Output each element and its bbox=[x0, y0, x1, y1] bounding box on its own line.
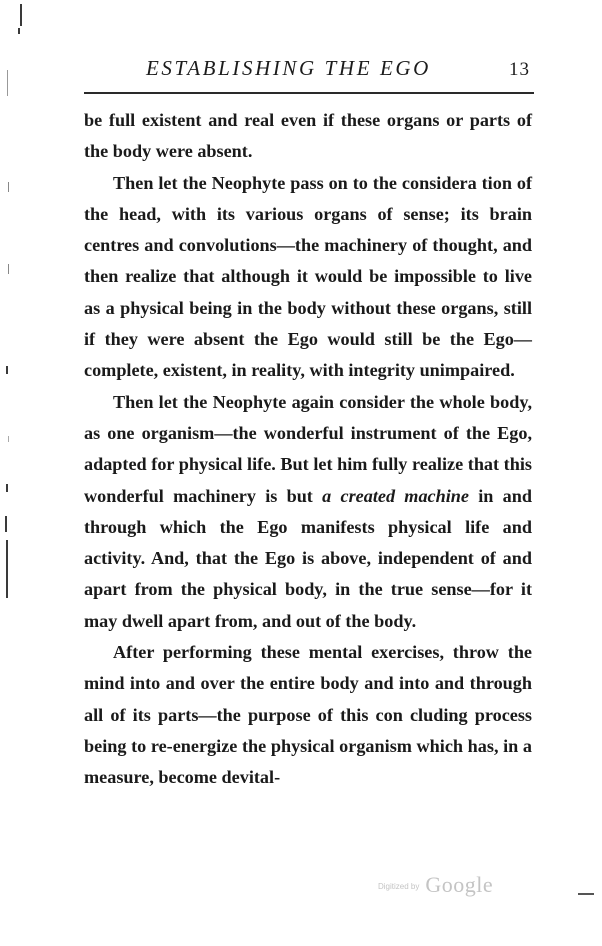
text-line-italic: a bbox=[322, 485, 332, 506]
page-number: 13 bbox=[509, 59, 530, 80]
text-line: cluding process being to re-energize the physical bbox=[84, 704, 533, 756]
body-text bbox=[84, 105, 532, 794]
gutter-mark bbox=[8, 264, 9, 274]
text-line: body, as one organism—the wonderful instrument of bbox=[84, 391, 533, 443]
text-line: of thought, and then realize that although it would bbox=[84, 235, 533, 287]
text-line: without these organs, still if they were absent the bbox=[84, 297, 532, 350]
text-line: in and through which the Ego bbox=[84, 485, 532, 537]
google-watermark bbox=[378, 872, 493, 898]
watermark-brand: Google bbox=[425, 872, 494, 897]
text-line-italic: created machine bbox=[340, 485, 469, 506]
gutter-mark bbox=[18, 28, 20, 34]
gutter-mark bbox=[7, 70, 8, 96]
text-line: be full existent and real even if these organs or bbox=[84, 110, 463, 130]
text-line: After performing these mental exercises, throw bbox=[113, 642, 499, 663]
text-line: parts of the body were absent. bbox=[84, 110, 532, 162]
gutter-mark bbox=[6, 366, 8, 374]
text-line: Ego would still be the Ego—complete, existent, in bbox=[84, 329, 532, 381]
gutter-mark bbox=[20, 4, 22, 26]
text-line: tion of the head, with its various organs of sense; bbox=[84, 172, 532, 224]
gutter-mark bbox=[8, 182, 9, 192]
text-line: be impossible to live as a physical being in the body bbox=[84, 266, 532, 318]
gutter-mark bbox=[6, 540, 8, 598]
text-line: fully realize that this wonderful machinery is but bbox=[84, 454, 532, 506]
text-line: reality, with integrity unimpaired. bbox=[251, 360, 515, 381]
paragraph bbox=[84, 168, 532, 387]
text-line: organism which has, in a measure, become devital- bbox=[84, 735, 533, 788]
running-head bbox=[84, 56, 534, 86]
header-rule bbox=[84, 92, 534, 94]
text-line: the Ego, adapted for physical life. But let him bbox=[84, 422, 533, 475]
text-line: its brain centres and convolutions—the machinery bbox=[84, 203, 532, 256]
gutter-mark bbox=[6, 484, 8, 492]
paragraph bbox=[84, 387, 532, 637]
gutter-mark bbox=[5, 516, 7, 532]
watermark-prefix: Digitized by bbox=[378, 882, 420, 891]
text-line: apart from, and out of the body. bbox=[167, 610, 417, 631]
paragraph bbox=[84, 105, 532, 168]
gutter-mark bbox=[8, 436, 9, 442]
running-title: ESTABLISHING THE EGO bbox=[146, 56, 431, 80]
text-line: Then let the Neophyte again consider the whole bbox=[113, 391, 485, 412]
scan-dash-mark bbox=[578, 893, 594, 895]
text-line: through all of its parts—the purpose of this con bbox=[84, 673, 532, 725]
paragraph bbox=[84, 637, 532, 793]
text-line: Ego is above, independent of and apart from the bbox=[84, 548, 532, 600]
text-line: Then let the Neophyte pass on to the considera bbox=[113, 172, 477, 193]
text-line: the mind into and over the entire body and into and bbox=[84, 642, 533, 694]
text-line: physical body, in the true sense—for it may dwell bbox=[84, 579, 532, 631]
text-line: manifests physical life and activity. And, that the bbox=[84, 516, 532, 569]
